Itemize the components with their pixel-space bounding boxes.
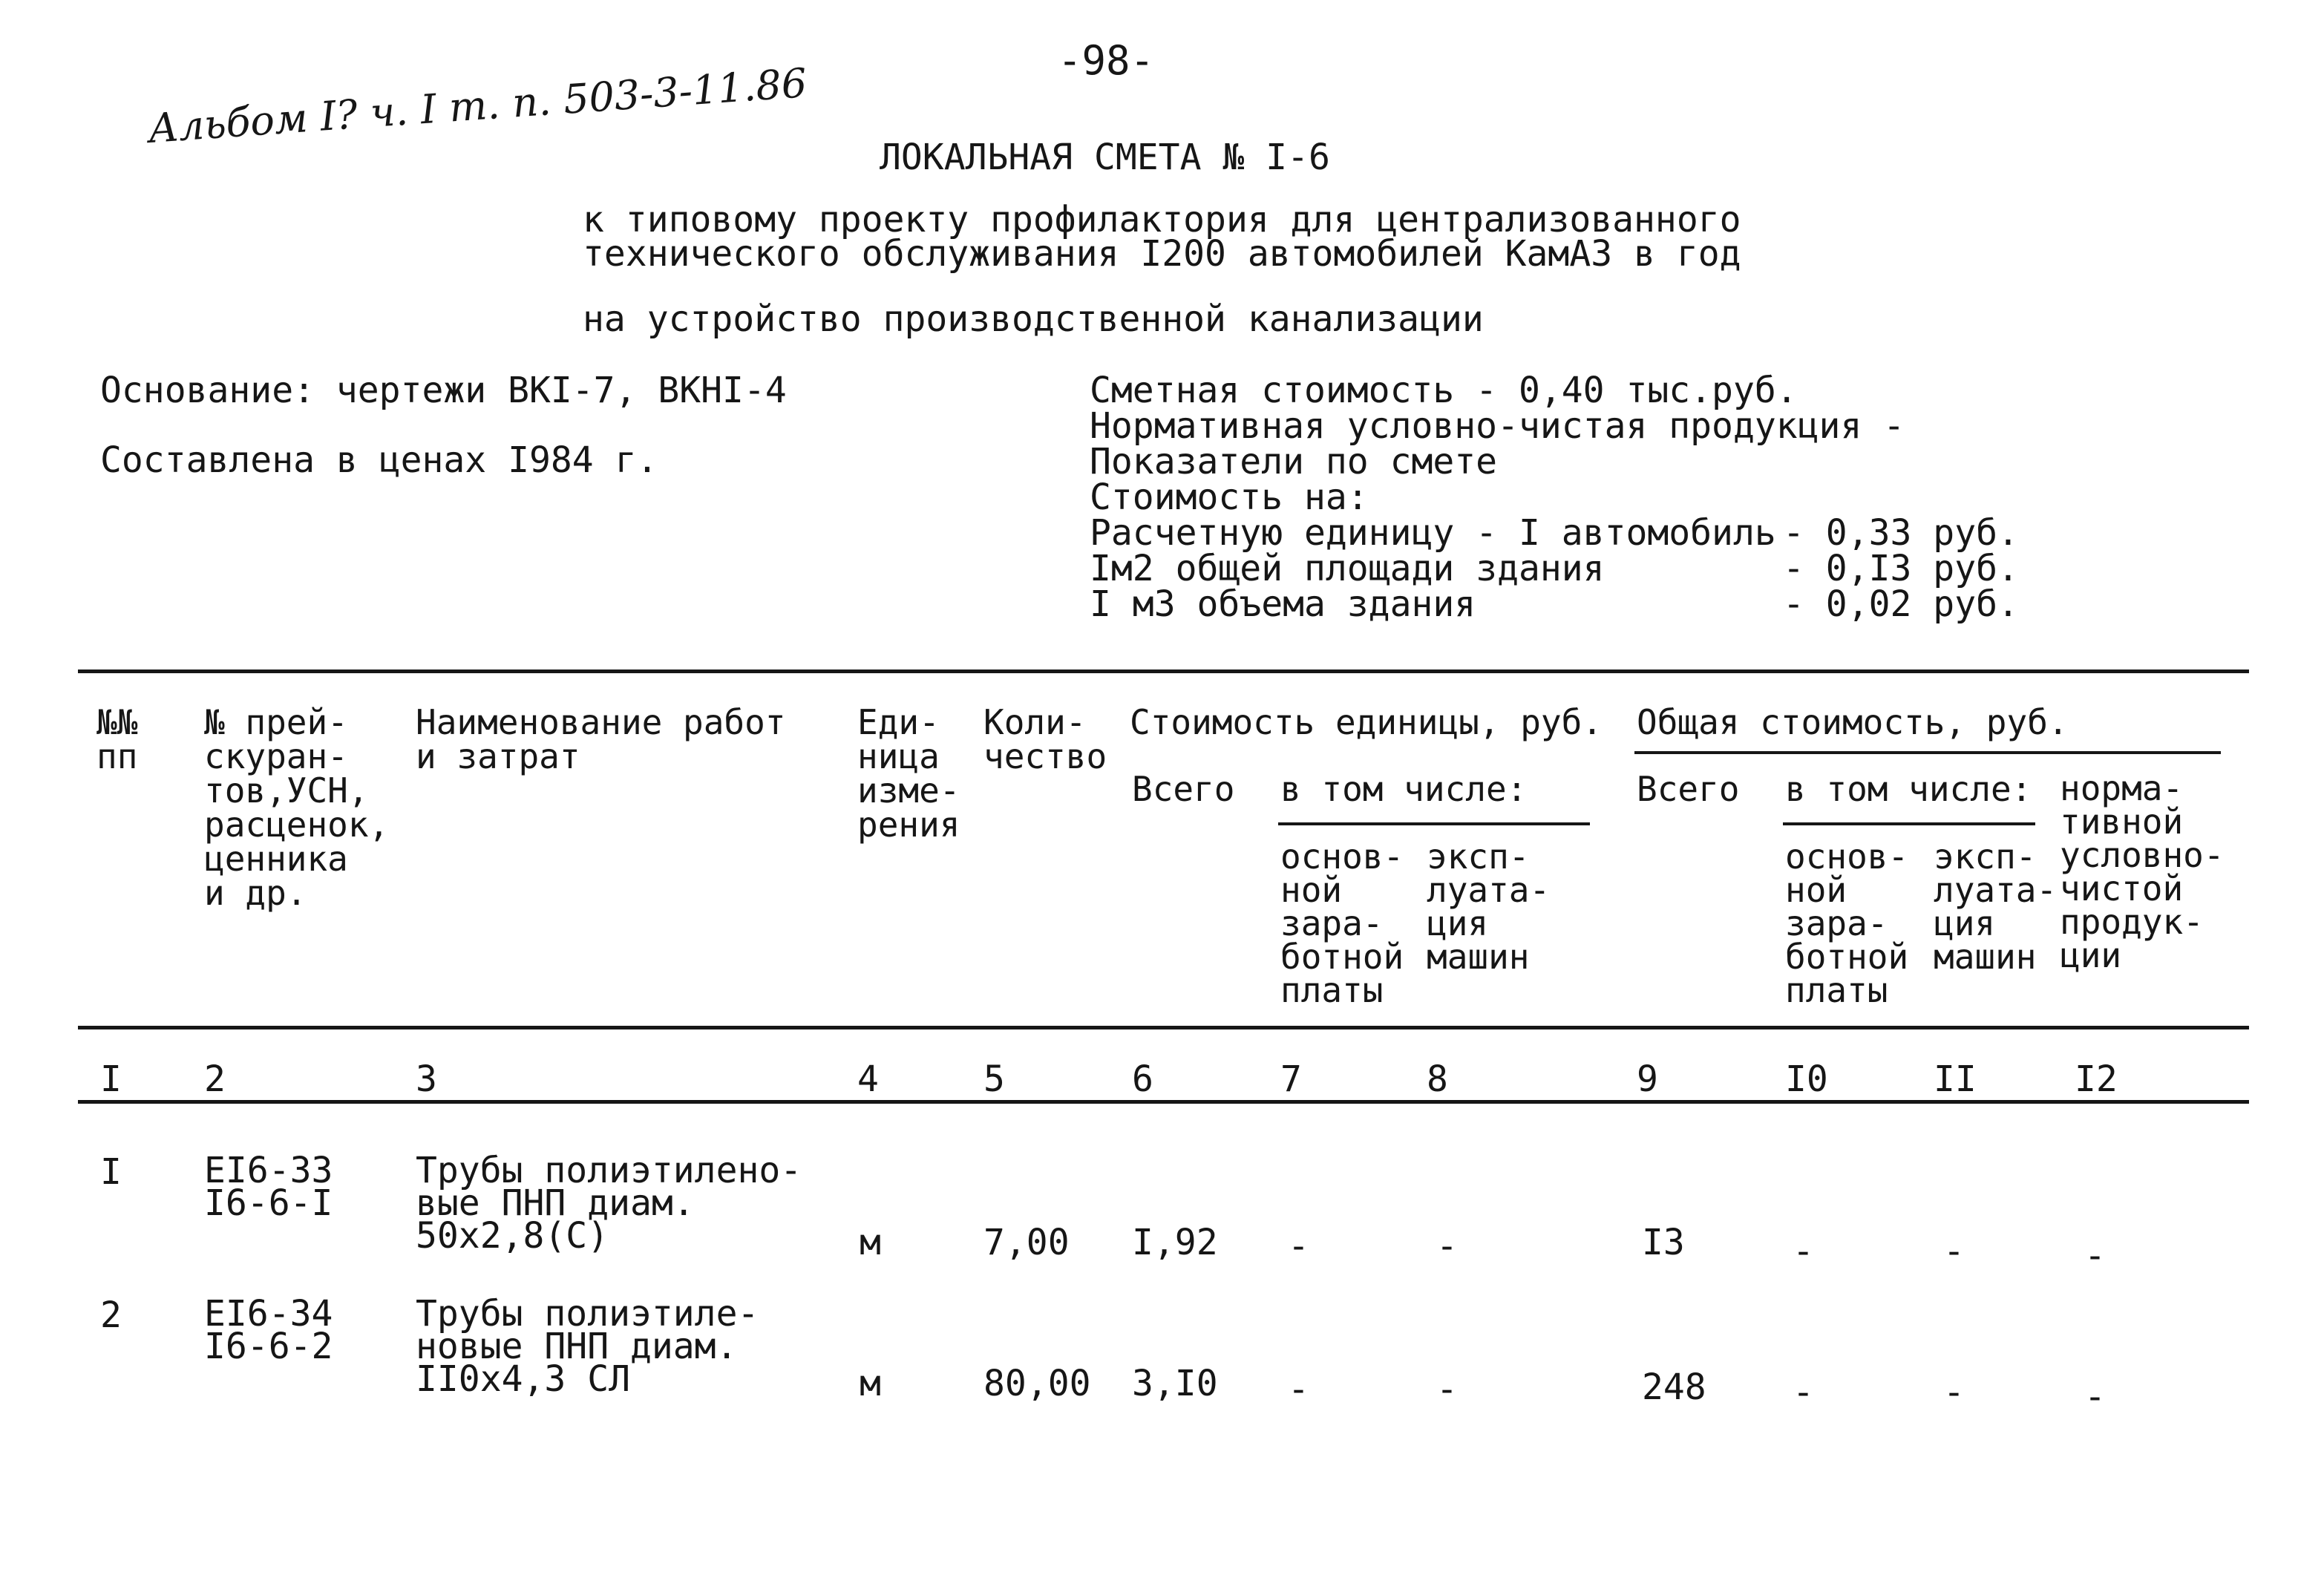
header-sum-wages: основ- ной зара- ботной платы bbox=[1785, 837, 1909, 1010]
indicator-2-value: - 0,I3 руб. bbox=[1783, 548, 2019, 589]
row-work-name: Трубы полиэтилено- вые ПНП диам. 50х2,8(С) bbox=[416, 1150, 802, 1257]
header-unit-wages: основ- ной зара- ботной платы bbox=[1280, 837, 1404, 1010]
subtitle-line-2: технического обслуживания I200 автомобилей КамАЗ в год bbox=[583, 233, 1741, 275]
header-price-ref: № прей- скуран- тов,УСН, расценок, ценника и др. bbox=[204, 702, 390, 913]
header-row-number: №№ пп bbox=[96, 702, 138, 776]
row-price-ref: EI6-34 I6-6-2 bbox=[204, 1293, 333, 1367]
handwritten-note: Альбом I? ч. I т. п. 503-3-11.86 bbox=[146, 59, 809, 152]
indicator-3-value: - 0,02 руб. bbox=[1783, 583, 2019, 625]
subtitle-line-1: к типовому проекту профилактория для централизованного bbox=[583, 199, 1741, 240]
header-sum-incl: в том числе: bbox=[1785, 769, 2032, 809]
header-sum-machines: эксп- луата- ция машин bbox=[1934, 837, 2058, 977]
col-number-1: I bbox=[100, 1058, 122, 1100]
indicator-1-value: - 0,33 руб. bbox=[1783, 512, 2019, 554]
header-unit-total: Всего bbox=[1132, 769, 1235, 809]
col-number-10: I0 bbox=[1785, 1058, 1828, 1100]
row-unit-wages: - bbox=[1288, 1369, 1309, 1410]
row-quantity: 80,00 bbox=[983, 1363, 1091, 1404]
summary-indicators: Показатели по смете bbox=[1090, 441, 1498, 482]
header-sum-total: Всего bbox=[1637, 769, 1740, 809]
col-number-7: 7 bbox=[1280, 1058, 1302, 1100]
prices-year-text: Составлена в ценах I984 г. bbox=[100, 439, 658, 481]
unit-incl-rule bbox=[1278, 822, 1590, 825]
row-work-name: Трубы полиэтиле- новые ПНП диам. II0х4,3 СЛ bbox=[416, 1293, 759, 1400]
col-number-5: 5 bbox=[983, 1058, 1005, 1100]
row-unit-price: 3,I0 bbox=[1132, 1363, 1218, 1404]
row-total-normative: - bbox=[2084, 1235, 2106, 1277]
row-quantity: 7,00 bbox=[983, 1222, 1070, 1263]
header-unit-cost: Стоимость единицы, руб. bbox=[1130, 702, 1603, 742]
summary-cost-per: Стоимость на: bbox=[1090, 477, 1369, 518]
col-number-11: II bbox=[1934, 1058, 1977, 1100]
header-unit: Еди- ница изме- рения bbox=[857, 702, 960, 845]
header-normative-product: норма- тивной условно- чистой продук- ции bbox=[2060, 768, 2225, 975]
row-unit-machines: - bbox=[1436, 1225, 1458, 1267]
row-total-machines: - bbox=[1943, 1372, 1965, 1413]
indicator-3-label: I м3 объема здания bbox=[1090, 583, 1476, 625]
basis-text: Основание: чертежи ВКI-7, ВКНI-4 bbox=[100, 370, 787, 411]
summary-normative-product: Нормативная условно-чистая продукция - bbox=[1090, 405, 1905, 447]
header-unit-machines: эксп- луата- ция машин bbox=[1427, 837, 1551, 977]
row-total-wages: - bbox=[1793, 1231, 1814, 1272]
row-number: I bbox=[100, 1151, 122, 1193]
table-top-rule bbox=[78, 669, 2249, 673]
total-incl-rule bbox=[1783, 822, 2035, 825]
col-numbers-rule bbox=[78, 1100, 2249, 1104]
header-bottom-rule bbox=[78, 1026, 2249, 1029]
indicator-2-label: Iм2 общей площади здания bbox=[1090, 548, 1605, 589]
header-work-name: Наименование работ и затрат bbox=[416, 702, 786, 776]
document-title: ЛОКАЛЬНАЯ СМЕТА № I-6 bbox=[880, 137, 1330, 178]
col-number-4: 4 bbox=[857, 1058, 879, 1100]
row-unit-machines: - bbox=[1436, 1369, 1458, 1410]
row-total-machines: - bbox=[1943, 1231, 1965, 1272]
col-number-12: I2 bbox=[2075, 1058, 2118, 1100]
row-unit-wages: - bbox=[1288, 1225, 1309, 1267]
indicator-1-label: Расчетную единицу - I автомобиль bbox=[1090, 512, 1776, 554]
row-unit-price: I,92 bbox=[1132, 1222, 1218, 1263]
col-number-6: 6 bbox=[1132, 1058, 1153, 1100]
header-total-cost: Общая стоимость, руб. bbox=[1637, 702, 2069, 742]
subtitle-line-3: на устройство производственной канализации bbox=[583, 298, 1484, 340]
total-cost-rule bbox=[1634, 751, 2221, 754]
row-number: 2 bbox=[100, 1294, 122, 1336]
row-price-ref: EI6-33 I6-6-I bbox=[204, 1150, 333, 1224]
row-unit: м bbox=[860, 1363, 881, 1404]
col-number-9: 9 bbox=[1637, 1058, 1658, 1100]
header-quantity: Коли- чество bbox=[983, 702, 1107, 776]
col-number-3: 3 bbox=[416, 1058, 437, 1100]
row-total-wages: - bbox=[1793, 1372, 1814, 1413]
col-number-2: 2 bbox=[204, 1058, 226, 1100]
row-unit: м bbox=[860, 1222, 881, 1263]
col-number-8: 8 bbox=[1427, 1058, 1448, 1100]
row-total: 248 bbox=[1642, 1366, 1706, 1408]
page-number: -98- bbox=[1058, 37, 1155, 84]
row-total: I3 bbox=[1642, 1222, 1685, 1263]
summary-estimated-cost: Сметная стоимость - 0,40 тыс.руб. bbox=[1090, 370, 1798, 411]
header-unit-incl: в том числе: bbox=[1280, 769, 1528, 809]
row-total-normative: - bbox=[2084, 1376, 2106, 1418]
